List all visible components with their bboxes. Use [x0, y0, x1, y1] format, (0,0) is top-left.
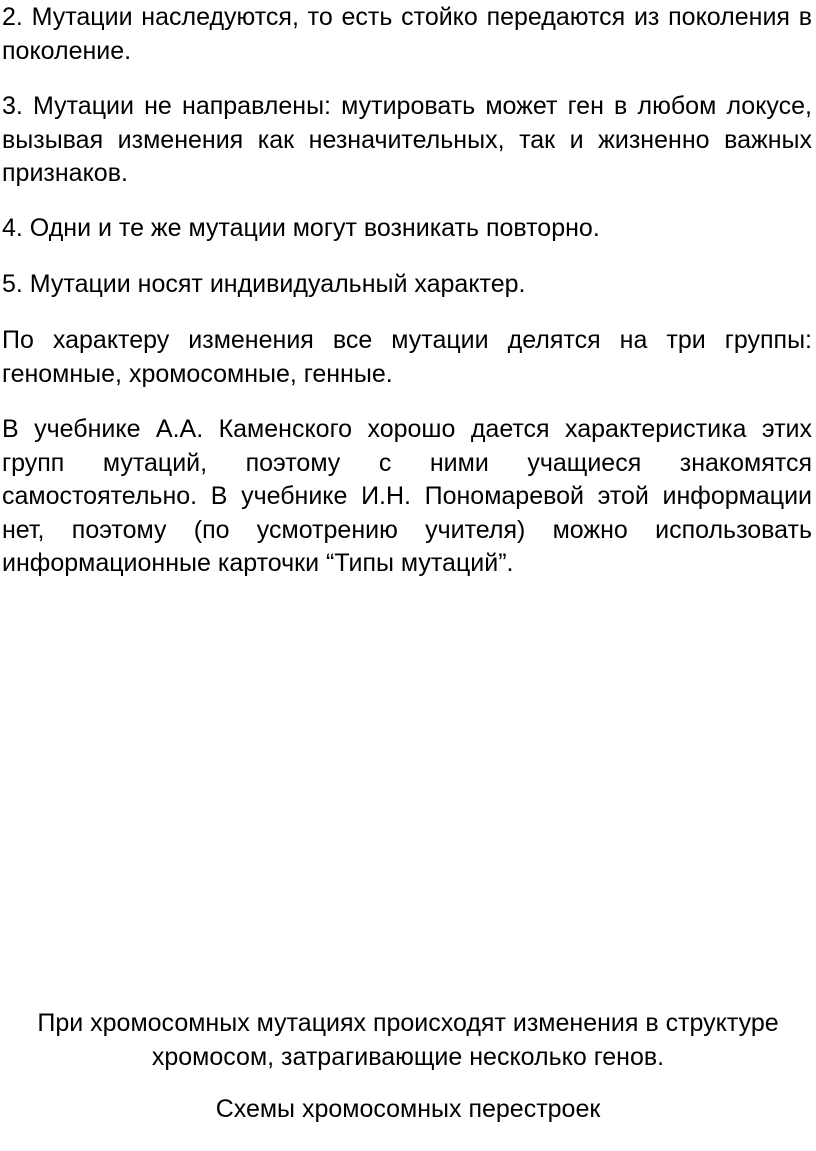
paragraph-mutations-inherited: 2. Мутации наследуются, то есть стойко передаются из поколения в поколение. [2, 3, 812, 65]
paragraph-mutations-repeat: 4. Одни и те же мутации могут возникать повторно. [2, 214, 600, 242]
schemes-heading: Схемы хромосомных перестроек [215, 1095, 601, 1123]
chromosomal-mutations-intro: При хромосомных мутациях происходят изменения в структуре хромосом, затрагивающие несколько генов. [37, 1009, 779, 1071]
paragraph-mutation-groups: По характеру изменения все мутации делятся на три группы: геномные, хромосомные, генные. [2, 326, 812, 388]
paragraph-mutations-individual: 5. Мутации носят индивидуальный характер. [2, 270, 526, 298]
paragraph-textbooks: В учебнике А.А. Каменского хорошо дается характеристика этих групп мутаций, поэтому с ними учащиеся знакомятся самостоятельно. В учебнике И.Н. Пономаревой этой информации нет, поэтому (по усмотрению учителя) можно использовать информационные карточки “Типы мутаций”. [2, 415, 812, 577]
paragraph-mutations-undirected: 3. Мутации не направлены: мутировать может ген в любом локусе, вызывая изменения как незначительных, так и жизненно важных признаков. [2, 92, 812, 187]
